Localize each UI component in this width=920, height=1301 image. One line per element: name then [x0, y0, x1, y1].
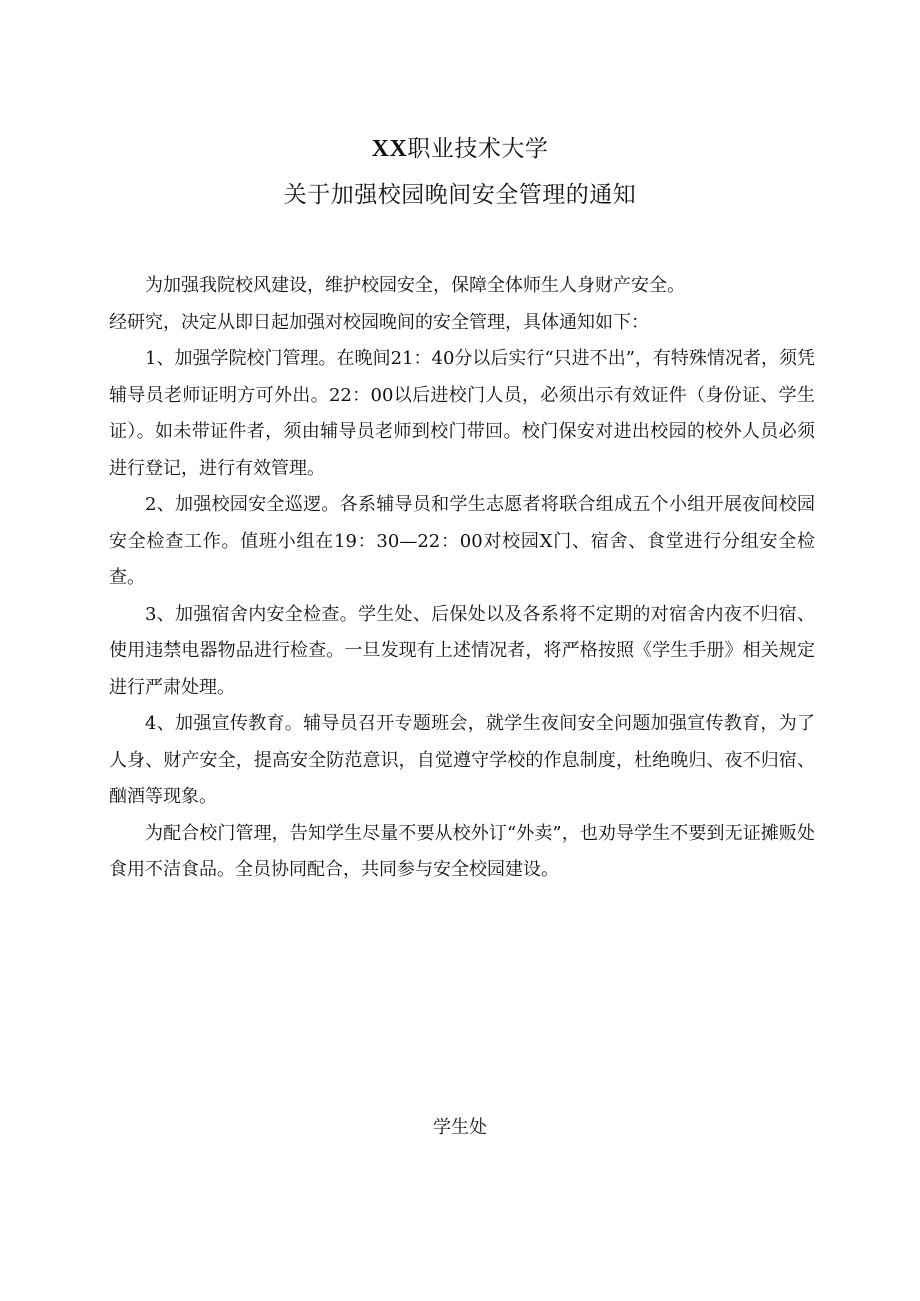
document-body	[109, 268, 815, 889]
document-title-subject: 关于加强校园晚间安全管理的通知	[283, 182, 637, 208]
institution-name: 职业技术大学	[407, 136, 549, 162]
intro-paragraph-line1: 为加强我院校风建设，维护校园安全，保障全体师生人身财产安全。	[145, 275, 685, 296]
notice-item-1: 1、加强学院校门管理。在晚间21：40分以后实行“只进不出”，有特殊情况者，须凭辅导员老师证明方可外出。22：00以后进校门人员，必须出示有效证件（身份证、学生证）。如未带证件者，须由辅导员老师到校门带回。校门保安对进出校园的校外人员必须进行登记，进行有效管理。	[109, 348, 815, 479]
notice-item-3: 3、加强宿舍内安全检查。学生处、后保处以及各系将不定期的对宿舍内夜不归宿、使用违禁电器物品进行检查。一旦发现有上述情况者，将严格按照《学生手册》相关规定进行严肃处理。	[109, 603, 815, 698]
closing-paragraph: 为配合校门管理，告知学生尽量不要从校外订“外卖”，也劝导学生不要到无证摊贩处食用不洁食品。全员协同配合，共同参与安全校园建设。	[109, 822, 815, 880]
document-title-institution	[0, 130, 920, 163]
institution-prefix: XX	[371, 136, 408, 162]
notice-item-4: 4、加强宣传教育。辅导员召开专题班会，就学生夜间安全问题加强宣传教育，为了人身、财产安全，提高安全防范意识，自觉遵守学校的作息制度，杜绝晚归、夜不归宿、酗酒等现象。	[109, 713, 815, 807]
issuer-signature: 学生处	[433, 1117, 487, 1138]
intro-paragraph-line2: 经研究，决定从即日起加强对校园晚间的安全管理，具体通知如下：	[109, 311, 649, 333]
notice-item-2: 2、加强校园安全巡逻。各系辅导员和学生志愿者将联合组成五个小组开展夜间校园安全检查工作。值班小组在19：30—22：00对校园X门、宿舍、食堂进行分组安全检查。	[109, 494, 815, 588]
